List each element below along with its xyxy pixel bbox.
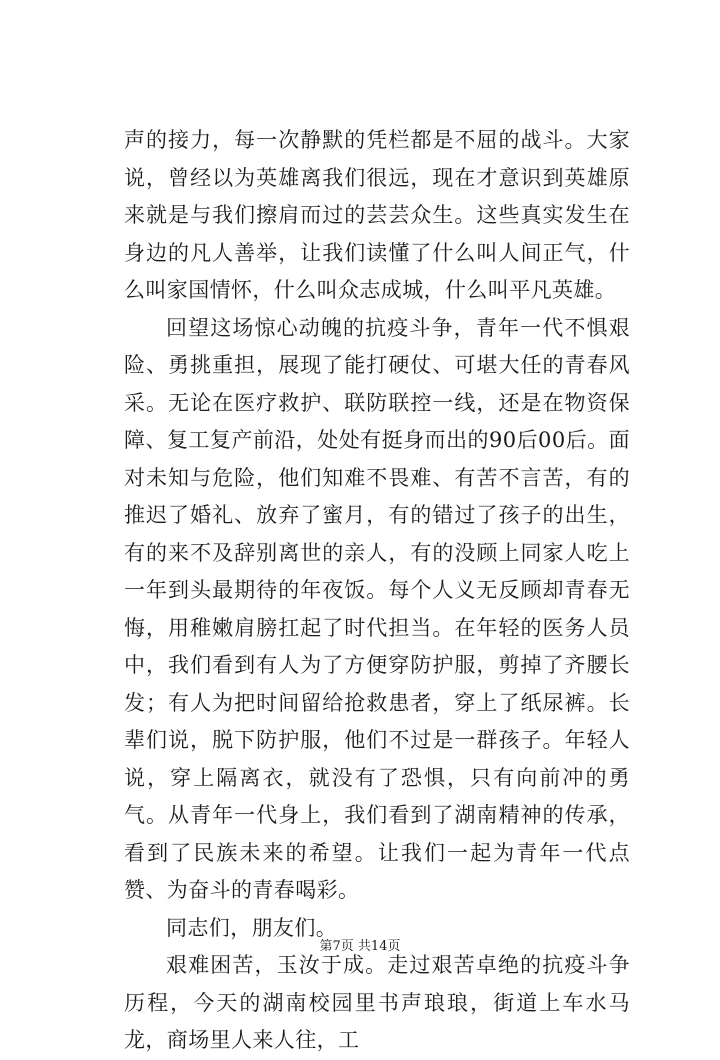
paragraph-3: 同志们，朋友们。 <box>166 915 338 940</box>
paragraph-4: 艰难困苦，玉汝于成。走过艰苦卓绝的抗疫斗争历程，今天的湖南校园里书声琅琅，街道上车水马龙，商场里人来人往，工 <box>124 953 630 1052</box>
paragraph-2: 回望这场惊心动魄的抗疫斗争，青年一代不惧艰险、勇挑重担，展现了能打硬仗、可堪大任的青春风采。无论在医疗救护、联防联控一线，还是在物资保障、复工复产前沿，处处有挺身而出的90后00后。面对未知与危险，他们知难不畏难、有苦不言苦，有的推迟了婚礼、放弃了蜜月，有的错过了孩子的出生，有的来不及辞别离世的亲人，有的没顾上同家人吃上一年到头最期待的年夜饭。每个人义无反顾却青春无悔，用稚嫩肩膀扛起了时代担当。在年轻的医务人员中，我们看到有人为了方便穿防护服，剪掉了齐腰长发；有人为把时间留给抢救患者，穿上了纸尿裤。长辈们说，脱下防护服，他们不过是一群孩子。年轻人说，穿上隔离衣，就没有了恐惧，只有向前冲的勇气。从青年一代身上，我们看到了湖南精神的传承，看到了民族未来的希望。让我们一起为青年一代点赞、为奋斗的青春喝彩。 <box>124 315 630 902</box>
paragraph-1: 声的接力，每一次静默的凭栏都是不屈的战斗。大家说，曾经以为英雄离我们很远，现在才意识到英雄原来就是与我们擦肩而过的芸芸众生。这些真实发生在身边的凡人善举，让我们读懂了什么叫人间正气，什么叫家国情怀，什么叫众志成城，什么叫平凡英雄。 <box>124 128 630 302</box>
body-text <box>124 122 630 1060</box>
page-footer: 第7页 共14页 <box>319 939 401 954</box>
